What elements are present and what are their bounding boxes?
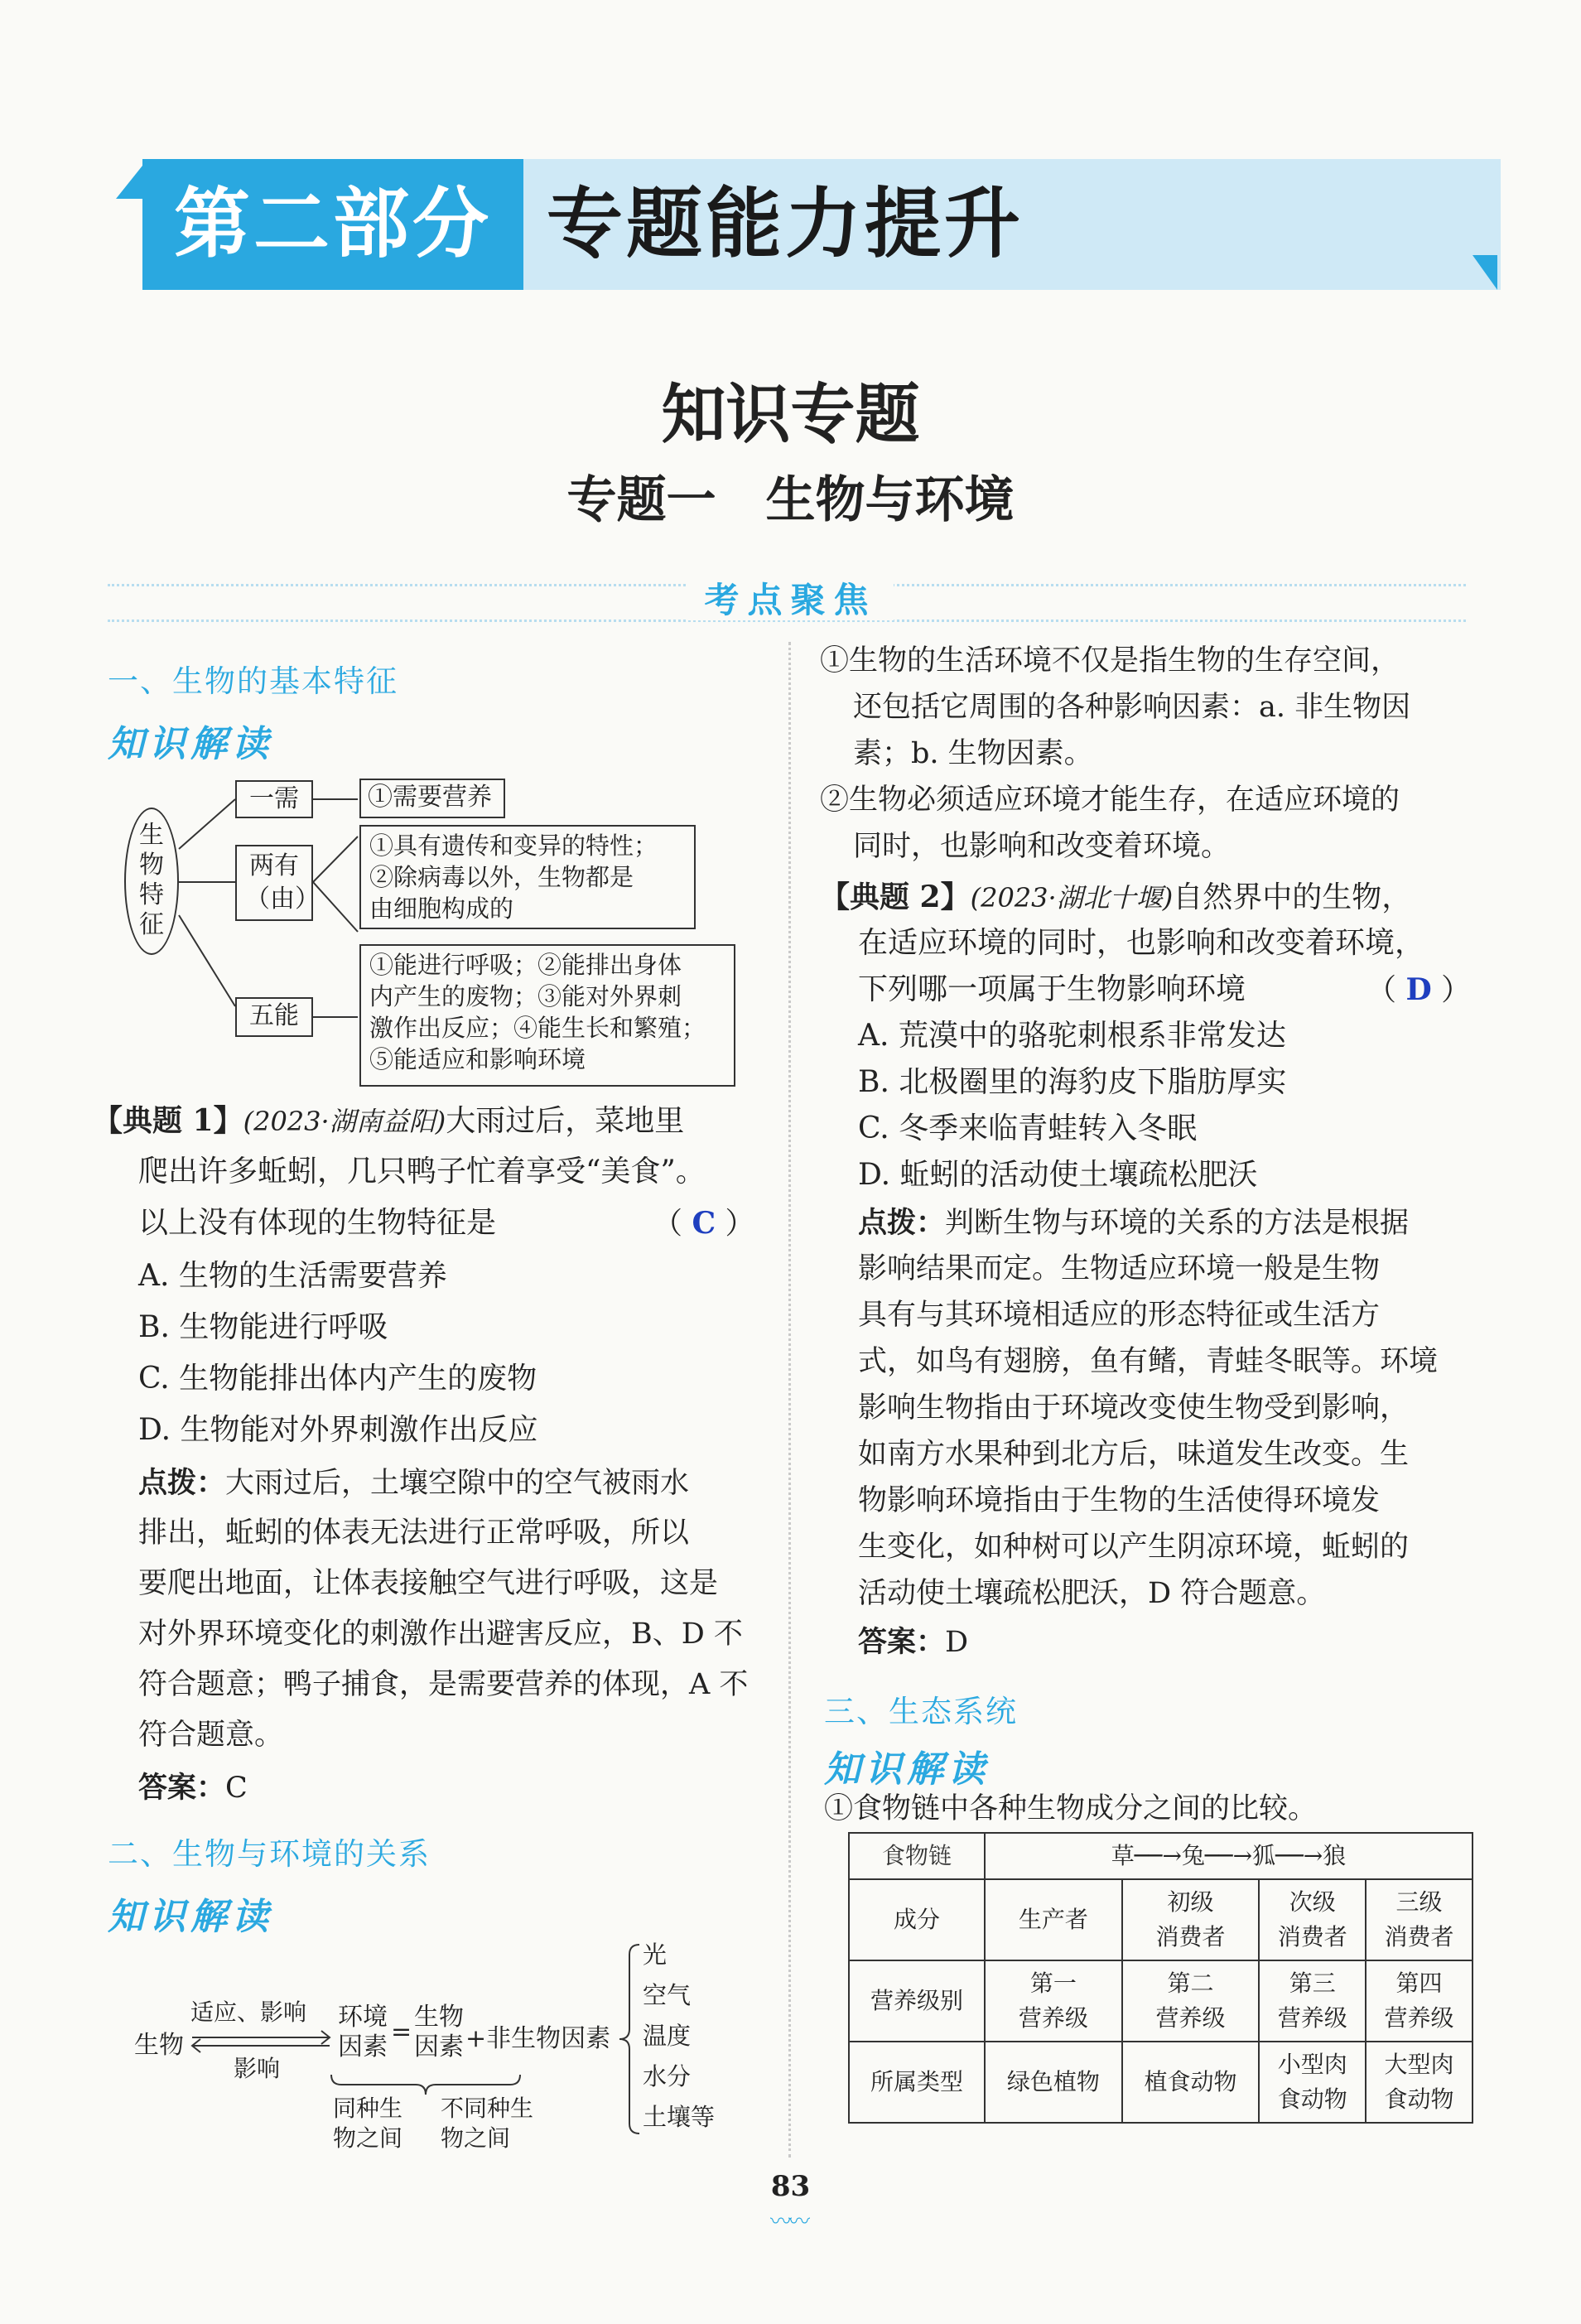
- table-row-label: 成分: [849, 1879, 985, 1960]
- question-2-hint-line: [858, 1199, 1409, 1247]
- table-cell: 小型肉 食动物: [1259, 2042, 1366, 2123]
- node-one-need-detail: ①需要营养: [359, 779, 505, 818]
- table-cell: 次级 消费者: [1259, 1879, 1366, 1960]
- table-cell: 生产者: [985, 1879, 1122, 1960]
- section-heading-2: 二、生物与环境的关系: [108, 1836, 431, 1872]
- factor-air: 空气: [643, 1981, 692, 2009]
- question-2-tag: 【典题 2】: [820, 880, 971, 914]
- question-2-answer: D: [1405, 972, 1432, 1007]
- factor-temperature: 温度: [643, 2022, 692, 2050]
- factor-soil: 土壤等: [643, 2103, 716, 2131]
- node-five-abilities-detail: ①能进行呼吸；②能排出身体 内产生的废物；③能对外界刺 激作出反应；④能生长和繁殖； ⑤能适应和影响环境: [359, 944, 735, 1087]
- table-cell: 第三 营养级: [1259, 1960, 1366, 2042]
- food-chain-table: [848, 1832, 1473, 2124]
- question-1-hint-2: 排出，蚯蚓的体表无法进行正常呼吸，所以: [138, 1516, 690, 1550]
- question-1-answer-label: 答案：: [138, 1771, 226, 1805]
- relation-point-1-line-1: ①生物的生活环境不仅是指生物的生存空间，: [820, 644, 1400, 677]
- table-cell: 植食动物: [1122, 2042, 1260, 2123]
- question-2-source: (2023·湖北十堰): [970, 882, 1174, 914]
- factor-water: 水分: [643, 2062, 692, 2090]
- factor-light: 光: [643, 1941, 668, 1969]
- table-row: [849, 1833, 1473, 1879]
- table-cell: 绿色植物: [985, 2042, 1122, 2123]
- organism-label: 生物: [134, 2031, 184, 2060]
- question-2-answer-text: D: [945, 1626, 969, 1659]
- different-species-label: 不同种生 物之间: [441, 2095, 534, 2152]
- question-1-stem-line1: 大雨过后，菜地里: [446, 1104, 685, 1138]
- table-cell: 第一 营养级: [985, 1960, 1122, 2042]
- question-2-hint-9: 活动使土壤疏松肥沃，D 符合题意。: [858, 1577, 1326, 1610]
- node-two-have-detail: ①具有遗传和变异的特性； ②除病毒以外，生物都是 由细胞构成的: [359, 825, 696, 929]
- question-1-option-b: B. 生物能进行呼吸: [138, 1310, 388, 1344]
- question-2-option-a: A. 荒漠中的骆驼刺根系非常发达: [858, 1019, 1286, 1053]
- question-2-stem-line2: 在适应环境的同时，也影响和改变着环境，: [858, 926, 1425, 960]
- section-heading-1: 一、生物的基本特征: [108, 663, 398, 699]
- same-species-label: 同种生 物之间: [333, 2095, 403, 2152]
- node-two-have: 两有 （由）: [235, 845, 313, 921]
- question-1-hint-3: 要爬出地面，让体表接触空气进行呼吸，这是: [138, 1567, 719, 1600]
- table-row-label: 所属类型: [849, 2042, 985, 2123]
- page-number: 83: [770, 2170, 811, 2203]
- section-heading-3: 三、生态系统: [824, 1694, 1018, 1729]
- topic-heading: 专题一 生物与环境: [566, 471, 1015, 529]
- question-1-source: (2023·湖南益阳): [243, 1106, 446, 1137]
- question-1-answer-slot: （ C ）: [653, 1206, 755, 1241]
- question-2-option-b: B. 北极圈里的海豹皮下脂肪厚实: [858, 1065, 1287, 1099]
- relation-point-2-line-2: 同时，也影响和改变着环境。: [853, 830, 1231, 863]
- equals-sign: =: [391, 2018, 412, 2047]
- part-title: 专题能力提升: [547, 180, 1024, 268]
- question-2-hint-label: 点拨：: [858, 1206, 946, 1240]
- node-five-abilities: 五能: [235, 997, 313, 1037]
- question-1-answer: C: [692, 1206, 716, 1241]
- table-cell: 大型肉 食动物: [1366, 2042, 1473, 2123]
- knowledge-heading: 知识专题: [661, 377, 920, 452]
- knowledge-reading-label-3: 知识解读: [824, 1748, 990, 1791]
- question-2-hint-8: 生变化，如种树可以产生阴凉环境，蚯蚓的: [858, 1531, 1410, 1564]
- table-cell: 三级 消费者: [1366, 1879, 1473, 1960]
- question-2-option-c: C. 冬季来临青蛙转入冬眠: [858, 1111, 1198, 1145]
- arrow-top-label: 适应、影响: [190, 1999, 307, 2026]
- question-1-tag: 【典题 1】: [93, 1103, 243, 1138]
- relation-point-2-line-1: ②生物必须适应环境才能生存，在适应环境的: [820, 784, 1400, 817]
- knowledge-reading-label-2: 知识解读: [108, 1896, 273, 1938]
- question-1-hint-4: 对外界环境变化的刺激作出避害反应，B、D 不: [138, 1618, 743, 1651]
- food-chain-intro: ①食物链中各种生物成分之间的比较。: [824, 1792, 1318, 1825]
- question-2-hint-1: 判断生物与环境的关系的方法是根据: [945, 1207, 1410, 1240]
- part-label: 第二部分: [142, 159, 523, 290]
- table-row: [849, 1960, 1473, 2042]
- question-1-hint-label: 点拨：: [138, 1466, 226, 1500]
- table-row: [849, 2042, 1473, 2123]
- question-2-hint-3: 具有与其环境相适应的形态特征或生活方: [858, 1299, 1381, 1332]
- table-row: [849, 1879, 1473, 1960]
- table-row-label: 营养级别: [849, 1960, 985, 2042]
- table-cell: 初级 消费者: [1122, 1879, 1260, 1960]
- relation-point-1-line-2: 还包括它周围的各种影响因素：a. 非生物因: [853, 691, 1411, 724]
- question-1-stem-line3: 以上没有体现的生物特征是: [138, 1206, 497, 1240]
- question-2-hint-6: 如南方水果种到北方后，味道发生改变。生: [858, 1438, 1410, 1471]
- knowledge-reading-label: 知识解读: [108, 723, 273, 765]
- table-chain-value: 草──→兔──→狐──→狼: [985, 1833, 1473, 1879]
- question-1-hint-6: 符合题意。: [138, 1719, 284, 1752]
- relation-point-1-line-3: 素；b. 生物因素。: [853, 737, 1093, 770]
- table-cell: 第二 营养级: [1122, 1960, 1260, 2042]
- question-2-hint-4: 式，如鸟有翅膀，鱼有鳍，青蛙冬眠等。环境: [858, 1345, 1439, 1378]
- question-2-answer-line: [858, 1618, 968, 1666]
- node-one-need: 一需: [235, 780, 313, 818]
- question-1-option-c: C. 生物能排出体内产生的废物: [138, 1362, 537, 1396]
- abiotic-factor-list: [643, 1935, 715, 2138]
- question-1-hint-5: 符合题意；鸭子捕食，是需要营养的体现，A 不: [138, 1668, 749, 1701]
- question-2-hint-7: 物影响环境指由于生物的生活使得环境发: [858, 1484, 1381, 1517]
- focus-label: 考点聚焦: [687, 580, 893, 620]
- biotic-factor-label: 生物 因素: [414, 2003, 464, 2061]
- question-1-option-a: A. 生物的生活需要营养: [138, 1259, 447, 1293]
- table-cell: 第四 营养级: [1366, 1960, 1473, 2042]
- page-number-wave-icon: 〰〰: [770, 2210, 807, 2235]
- question-2-option-d: D. 蚯蚓的活动使土壤疏松肥沃: [858, 1158, 1258, 1192]
- question-2-hint-5: 影响生物指由于环境改变使生物受到影响，: [858, 1391, 1410, 1425]
- abiotic-factor-label: +非生物因素: [465, 2024, 611, 2053]
- question-1-hint-1: 大雨过后，土壤空隙中的空气被雨水: [225, 1467, 690, 1500]
- question-1-option-d: D. 生物能对外界刺激作出反应: [138, 1413, 538, 1447]
- question-2-stem-line3: 下列哪一项属于生物影响环境: [858, 972, 1246, 1006]
- table-header-chain: 食物链: [849, 1833, 985, 1879]
- question-1-answer-text: C: [225, 1772, 248, 1805]
- question-2-hint-2: 影响结果而定。生物适应环境一般是生物: [858, 1252, 1381, 1285]
- question-1-stem-line2: 爬出许多蚯蚓，几只鸭子忙着享受“美食”。: [138, 1155, 706, 1189]
- center-node-label: 生 物 特 征: [139, 821, 164, 939]
- question-2-stem: [820, 871, 1482, 923]
- question-2-answer-slot: （ D ）: [1367, 972, 1472, 1007]
- question-2-answer-label: 答案：: [858, 1625, 946, 1659]
- arrow-bottom-label: 影响: [234, 2055, 281, 2082]
- question-2-stem-line1: 自然界中的生物，: [1173, 880, 1412, 914]
- environment-factor-label: 环境 因素: [338, 2003, 388, 2061]
